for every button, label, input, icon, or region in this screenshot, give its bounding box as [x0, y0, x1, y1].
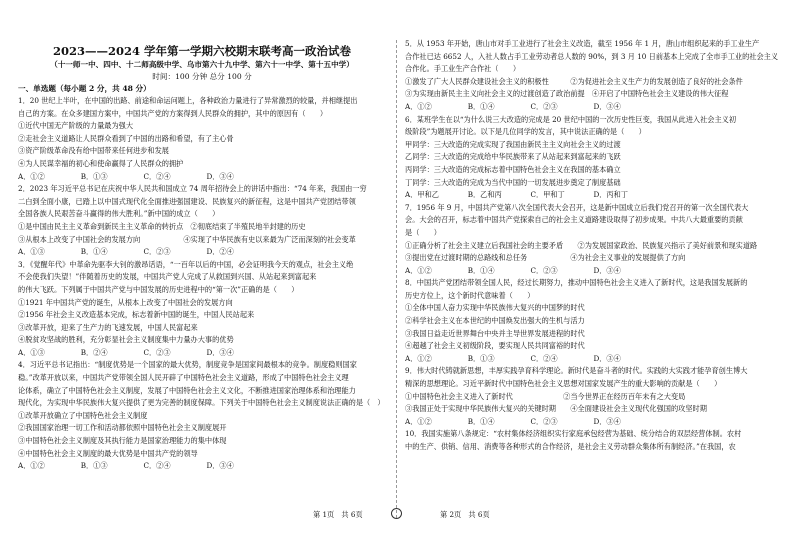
text-line: ④脱贫攻坚战的胜利，充分彰显社会主义制度集中力量办大事的优势: [18, 335, 234, 345]
text-line: ①正确分析了社会主义建立后我国社会的主要矛盾 ②为发展国家政治、民族复兴指示了美好前景和现实道路: [405, 240, 758, 250]
text-line: ①激发了广大人民群众建设社会主义的积极性 ②为促进社会主义生产力的发展创造了良好的社会条件: [405, 76, 743, 86]
text-line: 6．某班学生在以“为什么说三大改造的完成是 20 世纪中国的一次历史性巨变，我国从此进入社会主义初: [405, 114, 737, 124]
text-line: ②我国国家治理一切工作和活动都依照中国特色社会主义制度展开: [18, 423, 227, 433]
text-line: 现代化，为实现中华民族伟大复兴提供了更为完善的制度保障。下列关于中国特色社会主义制度说法正确的是（ ）: [18, 398, 385, 408]
text-line: 9．伟大时代铸就新思想，丰厚实践孕育科学理论。新时代是奋斗者的时代。实践的大实践才能孕育创生博大: [405, 366, 748, 376]
text-line: ①近代中国无产阶级的力量最为强大: [18, 121, 134, 131]
exam-title: 2023——2024 学年第一学期六校期末联考高一政治试卷: [52, 44, 351, 58]
right-column: [405, 0, 781, 454]
text-line: 会。大会的召开，标志着中国共产党探索自己的社会主义道路建设取得了初步成果。中共八大最重要的贡献: [405, 215, 743, 225]
text-line: 不会使我们失望！”伴随着历史的发展，中国共产党人完成了从救国到兴国、从站起来到富起来: [18, 272, 317, 282]
text-line: A．①② B．①③ C．②④ D．③④: [405, 353, 621, 363]
text-line: 是（ ）: [405, 227, 441, 237]
text-line: 二白到全面小康，已踏上以中国式现代化全面推进强国建设、民族复兴的新征程，这是中国共产党团结带领: [18, 196, 356, 206]
text-line: 稳。”改革开放以来，中国共产党带领全国人民开辟了中国特色社会主义道路，形成了中国特色社会主义理: [18, 373, 349, 383]
text-line: 丁同学：三大改造的完成为当代中国的一切发展进步奠定了制度基础: [405, 177, 621, 187]
text-line: ①1921 年中国共产党的诞生，从根本上改变了中国社会的发展方向: [18, 297, 233, 307]
exam-schools: （十一师一中、四中、十二师高级中学、乌市第六十九中学、第六十一中学、第十五中学）: [50, 60, 354, 69]
text-line: ④超越了社会主义初级阶段，要实现人民共同富裕的时代: [405, 341, 585, 351]
text-line: 精深的思想理论。习近平新时代中国特色社会主义思想对国家发展产生的重大影响的贡献是（ ）: [405, 379, 722, 389]
text-line: ③提出党在过渡时期的总路线和总任务 ④为社会主义事业的发展提供了方向: [405, 253, 686, 263]
section-heading: 一、单选题（每小题 2 分，共 48 分）: [18, 84, 151, 93]
page-number-right: 第 2页 共 6页: [440, 510, 490, 519]
text-line: 4．习近平总书记指出：“制度优势是一个国家的最大优势，制度竞争是国家间最根本的竞争。制度稳则国家: [18, 360, 357, 370]
text-line: 2．2023 年习近平总书记在庆祝中华人民共和国成立 74 周年招待会上的讲话中指出：“74 年来，我国由一穷: [18, 184, 367, 194]
text-line: ③资产阶级革命没有给中国带来任何进步和发展: [18, 146, 169, 156]
text-line: ②1956 年社会主义改造基本完成，标志着新中国的诞生，中国人民站起来: [18, 310, 255, 320]
text-line: A．①③ B．①④ C．②③ D．②④: [18, 247, 234, 257]
text-line: 7．1956 年 9 月，中国共产党第八次全国代表大会召开，这是新中国成立后我们党召开的第一次全国代表大: [405, 202, 749, 212]
text-line: ③为实现由新民主主义向社会主义的过渡创造了政治前提 ④开启了中国特色社会主义建设的伟大征程: [405, 89, 729, 99]
binding-hole-icon: [391, 508, 402, 519]
text-line: 合作社已达 6652 人，入社人数占手工业劳动者总人数的 90%，到 3 月 10 日前基本上完成了全市手工业的社会主义: [405, 51, 779, 61]
text-line: 历史方位上，这个新时代意味着（ ）: [405, 290, 535, 300]
text-line: ③中国特色社会主义制度及其执行能力是国家治理能力的集中体现: [18, 436, 227, 446]
exam-time-score: 时间：100 分钟 总分 100 分: [152, 72, 252, 81]
text-line: 5．从 1953 年开始，唐山市对手工业进行了社会主义改造，截至 1956 年 1 月，唐山市组织起来的手工业生产: [405, 39, 760, 48]
text-line: 8．中国共产党团结带领全国人民，经过长期努力，推动中国特色社会主义进入了新时代，这是我国发展新的: [405, 278, 748, 288]
left-column: [18, 0, 386, 473]
text-line: ④为人民谋幸福的初心和使命赢得了人民群众的拥护: [18, 158, 184, 168]
text-line: ④中国特色社会主义制度的最大优势是中国共产党的领导: [18, 448, 198, 458]
text-line: ①是中国由民主主义革命到新民主主义革命的转折点 ②彻底结束了半殖民地半封建的历史: [18, 221, 306, 231]
text-line: 3．《觉醒年代》中革命先驱李大钊的激昂话语，“一百年以后的中国，必会证明我今天的观点，社会主义绝: [18, 259, 354, 269]
text-line: 甲同学：三大改造的完成实现了我国由新民主主义向社会主义的过渡: [405, 139, 621, 149]
text-line: 乙同学：三大改造的完成给中华民族带来了从站起来到富起来的飞跃: [405, 152, 621, 162]
text-line: 10．我国实施第八条规定：“农村集体经济组织实行家庭承包经营为基础、统分结合的双层经营体制。农村: [405, 429, 742, 439]
text-line: ②科学社会主义在本世纪的中国焕发出强大的生机与活力: [405, 316, 585, 326]
text-line: A．①② B．①④ C．②③ D．③④: [405, 416, 621, 426]
text-line: 自己的方案。在众多建国方案中，中国共产党的方案得到人民群众的拥护，其中的原因有（ ）: [18, 108, 328, 118]
text-line: A．①② B．①④ C．②③ D．③④: [405, 101, 621, 111]
text-line: A．①② B．①③ C．②④ D．③④: [18, 171, 234, 181]
text-line: 合作化。手工业生产合作社（ ）: [405, 64, 521, 74]
right-question-block: [405, 38, 781, 454]
text-line: 论体系，确立了中国特色社会主义制度，发展了中国特色社会主义文化，不断推进国家治理体系和治理能力: [18, 385, 356, 395]
text-line: ③我国日益走近世界舞台中央并主导世界发展进程的时代: [405, 328, 585, 338]
column-divider: [396, 40, 397, 518]
text-line: ③我国正处于实现中华民族伟大复兴的关键时期 ④全面建设社会主义现代化强国的攻坚时期: [405, 404, 707, 414]
text-line: ③改革开放，迎来了生产力的飞速发展，中国人民富起来: [18, 322, 198, 332]
left-question-block: [18, 95, 386, 473]
text-line: 丙同学：三大改造的完成标志着中国特色社会主义在我国的基本确立: [405, 164, 621, 174]
text-line: ③从根本上改变了中国社会的发展方向 ④实现了中华民族有史以来最为广泛而深刻的社会变革: [18, 234, 356, 244]
text-line: 的伟大飞跃。下列属于中国共产党与中国发展的历史进程中的“第一次”正确的是（ ）: [18, 284, 299, 294]
text-line: A．甲和乙 B．乙和丙 C．甲和丁 D．丙和丁: [405, 190, 628, 200]
text-line: ①全体中国人奋力实现中华民族伟大复兴的中国梦的时代: [405, 303, 585, 313]
page-number-left: 第 1页 共 6页: [313, 510, 363, 519]
text-line: ①改革开放确立了中国特色社会主义制度: [18, 410, 148, 420]
text-line: 1．20 世纪上半叶，在中国的出路、前途和命运问题上，各种政治力量进行了异常激烈的较量，并相继提出: [18, 96, 358, 105]
text-line: 全国各族人民艰苦奋斗赢得的伟大胜利。”新中国的成立（ ）: [18, 209, 220, 219]
text-line: A．①② B．①③ C．②④ D．③④: [18, 461, 234, 471]
text-line: A．①③ B．②④ C．②③ D．③④: [18, 347, 234, 357]
text-line: ②走社会主义道路让人民群众看到了中国的出路和希望，有了主心骨: [18, 133, 234, 143]
text-line: A．①② B．①④ C．②③ D．③④: [405, 265, 621, 275]
text-line: 中的生产、供销、信用、消费等各种形式的合作经济，是社会主义劳动群众集体所有制经济。”在我国，农: [405, 442, 736, 451]
text-line: 级阶段”为题展开讨论。以下是几位同学的发言，其中说法正确的是（ ）: [405, 127, 646, 137]
text-line: ①中国特色社会主义进入了新时代 ②当今世界正在经历百年未有之大变局: [405, 391, 686, 401]
